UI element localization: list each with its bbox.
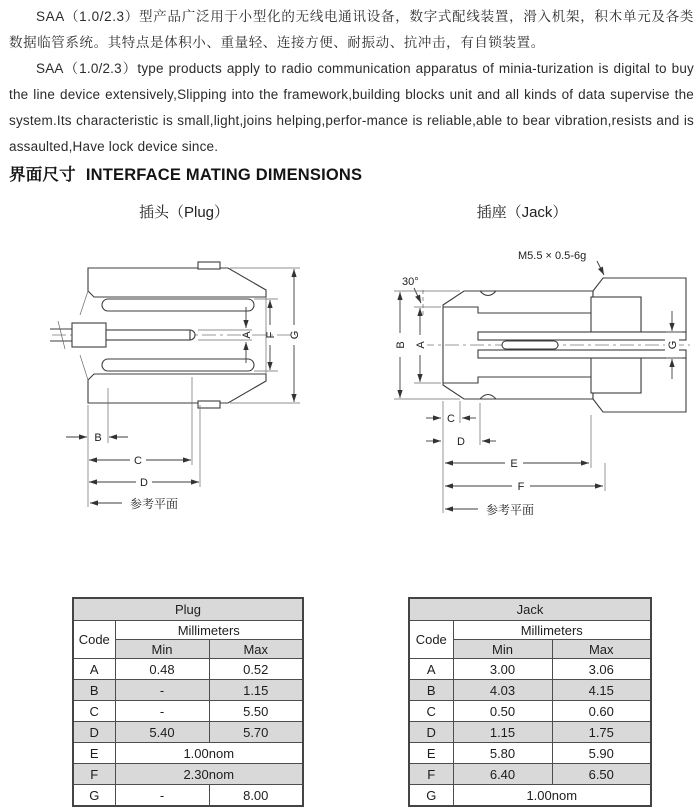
plug-pin-tip	[190, 330, 195, 340]
row-max: 1.15	[209, 680, 303, 701]
jack-drawing-title: 插座（Jack）	[476, 204, 568, 221]
row-code: G	[73, 785, 115, 807]
intro-paragraph-english: SAA（1.0/2.3）type products apply to radio communication apparatus of minia-turization is digital to buy the line device extensively,Slipping into the framework,building blocks unit and all kinds of data supervise the system.Its characteristic is small,light,joins helping,perfor-mance is reliable,able to bear vibration,resists and is assaulted,Have lock device since.	[9, 61, 694, 154]
plug-dim-f-label: F	[265, 331, 277, 339]
plug-lock-notch-top	[198, 262, 220, 269]
table-row	[409, 785, 651, 807]
plug-body-bottom-wall	[88, 374, 266, 403]
plug-reference-plane-label: 参考平面	[130, 497, 179, 511]
jack-dim-g-label: G	[667, 340, 679, 350]
row-min: -	[115, 680, 209, 701]
plug-dim-c-label: C	[134, 455, 142, 467]
table-row	[409, 680, 651, 701]
plug-min-header: Min	[115, 640, 209, 659]
table-row	[409, 764, 651, 785]
jack-dim-a-label: A	[415, 341, 427, 349]
jack-socket-tube-top	[478, 332, 686, 340]
table-row	[409, 621, 651, 640]
jack-body-top-wall	[443, 291, 593, 313]
row-code: G	[409, 785, 453, 807]
row-max: 0.60	[552, 701, 651, 722]
plug-dimensions-table	[72, 597, 304, 807]
row-min: 5.40	[115, 722, 209, 743]
section-heading-english: INTERFACE MATING DIMENSIONS	[85, 166, 363, 184]
table-row	[73, 701, 303, 722]
row-min: 1.15	[453, 722, 552, 743]
table-row	[409, 598, 651, 621]
jack-thread-spec-label: M5.5 × 0.5-6g	[518, 250, 587, 262]
jack-min-header: Min	[453, 640, 552, 659]
plug-dim-b-label: B	[94, 432, 102, 444]
row-max: 5.90	[552, 743, 651, 764]
plug-lock-notch-bottom	[198, 401, 220, 408]
row-min: 6.40	[453, 764, 552, 785]
table-row	[73, 621, 303, 640]
jack-dim-f-label: F	[517, 481, 525, 493]
table-row	[409, 743, 651, 764]
jack-body-bottom-wall	[443, 377, 593, 399]
jack-dim-b-label: B	[395, 341, 407, 349]
jack-unit-header: Millimeters	[453, 621, 651, 640]
plug-sleeve-bottom	[102, 359, 254, 371]
section-heading	[9, 161, 362, 185]
row-code: A	[409, 659, 453, 680]
plug-sleeve-top	[102, 299, 254, 311]
jack-angle-label: 30°	[402, 276, 419, 288]
row-min: 4.03	[453, 680, 552, 701]
jack-insulator-top	[591, 297, 641, 332]
jack-reference-plane-label: 参考平面	[486, 503, 535, 517]
section-heading-chinese: 界面尺寸	[9, 166, 76, 184]
jack-cross-section-drawing	[390, 233, 700, 523]
row-max: 4.15	[552, 680, 651, 701]
row-min: 5.80	[453, 743, 552, 764]
intro-paragraph-chinese: SAA（1.0/2.3）型产品广泛用于小型化的无线电通讯设备，数字式配线装置，滑入机架，积木单元及各类数据临管系统。其特点是体积小、重量轻、连接方便、耐振动、抗冲击，有自锁装置。	[9, 9, 694, 50]
jack-socket-contact	[502, 341, 558, 349]
jack-dimensions-table	[408, 597, 652, 807]
row-nominal-value: 1.00nom	[453, 785, 651, 807]
table-row	[73, 659, 303, 680]
plug-cross-section-drawing	[50, 255, 370, 525]
plug-table-title: Plug	[73, 598, 303, 621]
table-row	[73, 680, 303, 701]
plug-body-top-wall	[88, 268, 266, 297]
row-code: C	[73, 701, 115, 722]
row-code: F	[73, 764, 115, 785]
plug-pin-base	[72, 323, 106, 347]
row-min: 3.00	[453, 659, 552, 680]
row-code: F	[409, 764, 453, 785]
plug-dim-a-label: A	[241, 331, 253, 339]
row-max: 3.06	[552, 659, 651, 680]
row-max: 8.00	[209, 785, 303, 807]
row-min: -	[115, 701, 209, 722]
table-row	[73, 764, 303, 785]
plug-dim-g-label: G	[289, 330, 301, 340]
row-nominal-value: 2.30nom	[115, 764, 303, 785]
jack-table-title: Jack	[409, 598, 651, 621]
table-row	[409, 722, 651, 743]
plug-max-header: Max	[209, 640, 303, 659]
row-max: 0.52	[209, 659, 303, 680]
row-max: 1.75	[552, 722, 651, 743]
row-min: -	[115, 785, 209, 807]
row-min: 0.50	[453, 701, 552, 722]
row-code: C	[409, 701, 453, 722]
row-code: D	[409, 722, 453, 743]
jack-dim-c-label: C	[447, 413, 455, 425]
row-max: 5.50	[209, 701, 303, 722]
row-max: 6.50	[552, 764, 651, 785]
plug-dim-d-label: D	[140, 477, 148, 489]
plug-unit-header: Millimeters	[115, 621, 303, 640]
row-nominal-value: 1.00nom	[115, 743, 303, 764]
jack-max-header: Max	[552, 640, 651, 659]
plug-center-pin	[106, 330, 190, 340]
row-max: 5.70	[209, 722, 303, 743]
plug-drawing-title: 插头（Plug）	[138, 204, 230, 221]
row-code: E	[73, 743, 115, 764]
jack-dim-e-label: E	[510, 458, 518, 470]
table-row	[73, 722, 303, 743]
table-row	[409, 701, 651, 722]
plug-code-header: Code	[73, 621, 115, 659]
row-code: B	[409, 680, 453, 701]
row-code: E	[409, 743, 453, 764]
jack-socket-tube-bottom	[478, 350, 686, 358]
table-row	[73, 743, 303, 764]
jack-code-header: Code	[409, 621, 453, 659]
row-code: D	[73, 722, 115, 743]
row-code: B	[73, 680, 115, 701]
jack-dim-d-label: D	[457, 436, 465, 448]
row-min: 0.48	[115, 659, 209, 680]
table-row	[73, 785, 303, 807]
table-row	[409, 659, 651, 680]
table-row	[73, 598, 303, 621]
jack-insulator-bottom	[591, 358, 641, 393]
row-code: A	[73, 659, 115, 680]
